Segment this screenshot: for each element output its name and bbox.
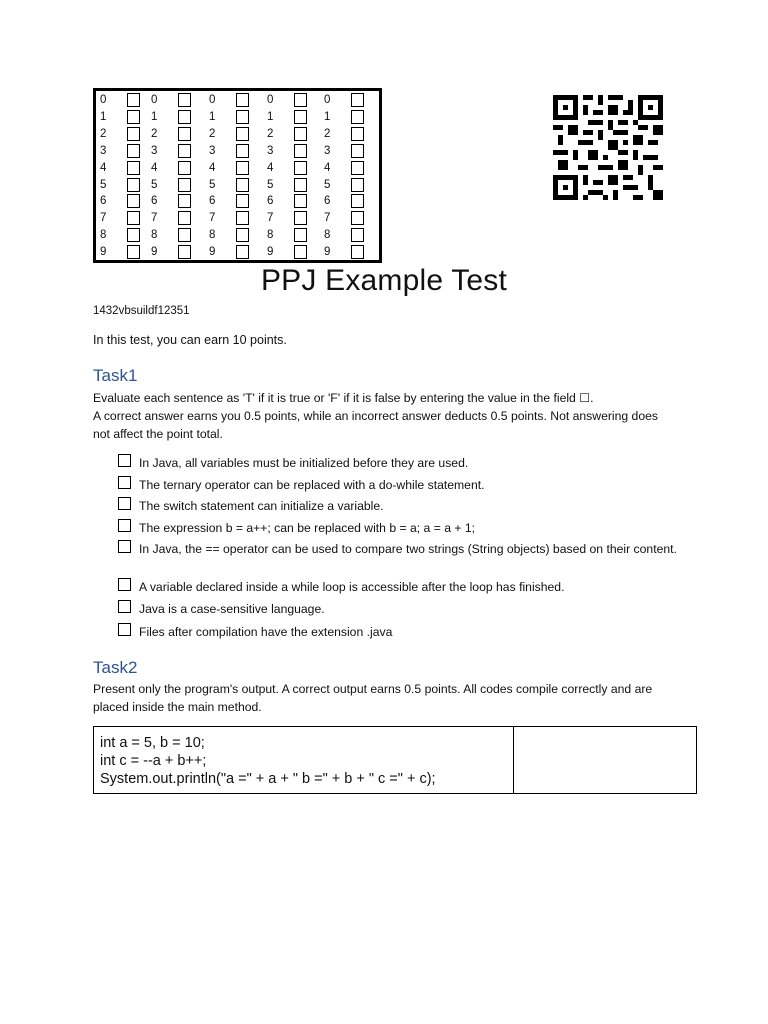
task1-instruction: Evaluate each sentence as 'T' if it is true or 'F' if it is false by entering the value in the field ☐. (93, 391, 594, 405)
grid-bubble[interactable] (236, 93, 249, 107)
answer-checkbox[interactable] (118, 578, 131, 591)
grid-digit: 4 (209, 161, 216, 174)
grid-digit: 0 (151, 94, 158, 106)
grid-digit: 2 (209, 127, 216, 140)
statement-text: Files after compilation have the extension .java (139, 625, 393, 639)
task1-scoring: A correct answer earns you 0.5 points, while an incorrect answer deducts 0.5 points. Not answering does not affect the point total. (93, 409, 658, 441)
grid-bubble[interactable] (236, 228, 249, 242)
grid-bubble[interactable] (178, 178, 191, 192)
grid-bubble[interactable] (127, 144, 140, 158)
statement-text: Java is a case-sensitive language. (139, 602, 325, 616)
code-line: System.out.println("a =" + a + " b =" + b + " c =" + c); (100, 771, 436, 787)
grid-digit: 4 (267, 161, 274, 174)
grid-bubble[interactable] (294, 245, 307, 259)
grid-digit: 5 (267, 178, 274, 191)
answer-checkbox[interactable] (118, 454, 131, 467)
answer-checkbox[interactable] (118, 476, 131, 489)
statement-text: In Java, the == operator can be used to compare two strings (String objects) based on their content. (139, 542, 677, 556)
code-line: int a = 5, b = 10; (100, 735, 205, 751)
grid-bubble[interactable] (236, 245, 249, 259)
task1-heading: Task1 (93, 366, 138, 385)
grid-digit: 9 (100, 246, 107, 259)
grid-bubble[interactable] (294, 127, 307, 141)
statement-text: The ternary operator can be replaced with a do-while statement. (139, 478, 485, 492)
grid-digit: 7 (209, 212, 216, 225)
grid-digit: 1 (151, 110, 158, 123)
grid-bubble[interactable] (127, 110, 140, 124)
grid-bubble[interactable] (178, 144, 191, 158)
grid-bubble[interactable] (351, 110, 364, 124)
answer-field[interactable] (514, 727, 696, 793)
grid-digit: 8 (324, 229, 331, 242)
grid-bubble[interactable] (294, 228, 307, 242)
grid-bubble[interactable] (236, 178, 249, 192)
grid-digit: 5 (151, 178, 158, 191)
grid-digit: 3 (209, 144, 216, 157)
answer-checkbox[interactable] (118, 540, 131, 553)
grid-bubble[interactable] (178, 211, 191, 225)
grid-bubble[interactable] (127, 127, 140, 141)
grid-bubble[interactable] (351, 228, 364, 242)
grid-bubble[interactable] (236, 110, 249, 124)
grid-digit: 2 (151, 127, 158, 140)
grid-bubble[interactable] (294, 178, 307, 192)
grid-digit: 4 (151, 161, 158, 174)
grid-digit: 7 (267, 212, 274, 225)
grid-digit: 1 (267, 110, 274, 123)
grid-digit: 8 (209, 229, 216, 242)
grid-digit: 3 (267, 144, 274, 157)
grid-bubble[interactable] (178, 93, 191, 107)
grid-bubble[interactable] (127, 245, 140, 259)
grid-digit: 9 (324, 246, 331, 259)
grid-digit: 0 (267, 94, 274, 106)
grid-digit: 8 (100, 229, 107, 242)
grid-digit: 7 (100, 212, 107, 225)
test-code: 1432vbsuildf12351 (93, 305, 190, 317)
grid-digit: 4 (100, 161, 107, 174)
grid-bubble[interactable] (294, 211, 307, 225)
grid-bubble[interactable] (236, 127, 249, 141)
grid-digit: 9 (209, 246, 216, 259)
grid-digit: 3 (151, 144, 158, 157)
grid-digit: 9 (267, 246, 274, 259)
grid-bubble[interactable] (351, 161, 364, 175)
grid-digit: 5 (100, 178, 107, 191)
grid-bubble[interactable] (178, 161, 191, 175)
grid-digit: 6 (100, 195, 107, 208)
grid-bubble[interactable] (236, 161, 249, 175)
task2-instruction: Present only the program's output. A correct output earns 0.5 points. All codes compile correctly and are placed inside the main method. (93, 682, 653, 714)
grid-digit: 7 (324, 212, 331, 225)
code-table (93, 726, 697, 794)
grid-bubble[interactable] (294, 93, 307, 107)
grid-digit: 6 (324, 195, 331, 208)
statement-text: The switch statement can initialize a variable. (139, 499, 384, 513)
task2-heading: Task2 (93, 658, 138, 677)
code-cell (94, 727, 514, 793)
grid-bubble[interactable] (351, 211, 364, 225)
grid-digit: 3 (324, 144, 331, 157)
grid-bubble[interactable] (294, 144, 307, 158)
intro-text: In this test, you can earn 10 points. (93, 333, 287, 347)
grid-bubble[interactable] (178, 245, 191, 259)
grid-bubble[interactable] (294, 194, 307, 208)
grid-bubble[interactable] (351, 194, 364, 208)
grid-digit: 1 (324, 110, 331, 123)
grid-bubble[interactable] (351, 178, 364, 192)
grid-digit: 5 (209, 178, 216, 191)
page-title: PPJ Example Test (260, 264, 508, 297)
grid-bubble[interactable] (294, 161, 307, 175)
grid-bubble[interactable] (178, 110, 191, 124)
grid-bubble[interactable] (236, 144, 249, 158)
grid-bubble[interactable] (351, 245, 364, 259)
statement-text: In Java, all variables must be initialized before they are used. (139, 456, 469, 470)
answer-checkbox[interactable] (118, 600, 131, 613)
grid-digit: 0 (324, 94, 331, 106)
statement-text: The expression b = a++; can be replaced with b = a; a = a + 1; (139, 521, 476, 535)
grid-bubble[interactable] (178, 127, 191, 141)
grid-digit: 2 (324, 127, 331, 140)
grid-digit: 6 (267, 195, 274, 208)
grid-bubble[interactable] (236, 194, 249, 208)
grid-digit: 8 (151, 229, 158, 242)
grid-digit: 0 (100, 94, 107, 106)
grid-bubble[interactable] (236, 211, 249, 225)
grid-bubble[interactable] (351, 144, 364, 158)
grid-digit: 6 (151, 195, 158, 208)
grid-bubble[interactable] (127, 211, 140, 225)
student-id-grid (93, 88, 382, 263)
grid-bubble[interactable] (351, 127, 364, 141)
grid-digit: 2 (267, 127, 274, 140)
answer-checkbox[interactable] (118, 519, 131, 532)
grid-digit: 7 (151, 212, 158, 225)
grid-digit: 5 (324, 178, 331, 191)
grid-bubble[interactable] (127, 194, 140, 208)
grid-digit: 4 (324, 161, 331, 174)
statement-text: A variable declared inside a while loop is accessible after the loop has finished. (139, 580, 565, 594)
grid-digit: 8 (267, 229, 274, 242)
grid-bubble[interactable] (351, 93, 364, 107)
grid-digit: 1 (100, 110, 107, 123)
grid-digit: 0 (209, 94, 216, 106)
qr-code-icon (553, 95, 663, 200)
grid-bubble[interactable] (127, 161, 140, 175)
answer-checkbox[interactable] (118, 497, 131, 510)
answer-checkbox[interactable] (118, 623, 131, 636)
grid-bubble[interactable] (127, 178, 140, 192)
code-line: int c = --a + b++; (100, 753, 207, 769)
grid-digit: 1 (209, 110, 216, 123)
grid-digit: 6 (209, 195, 216, 208)
grid-digit: 9 (151, 246, 158, 259)
grid-digit: 2 (100, 127, 107, 140)
grid-bubble[interactable] (178, 228, 191, 242)
grid-bubble[interactable] (294, 110, 307, 124)
grid-bubble[interactable] (127, 228, 140, 242)
grid-bubble[interactable] (127, 93, 140, 107)
grid-digit: 3 (100, 144, 107, 157)
grid-bubble[interactable] (178, 194, 191, 208)
